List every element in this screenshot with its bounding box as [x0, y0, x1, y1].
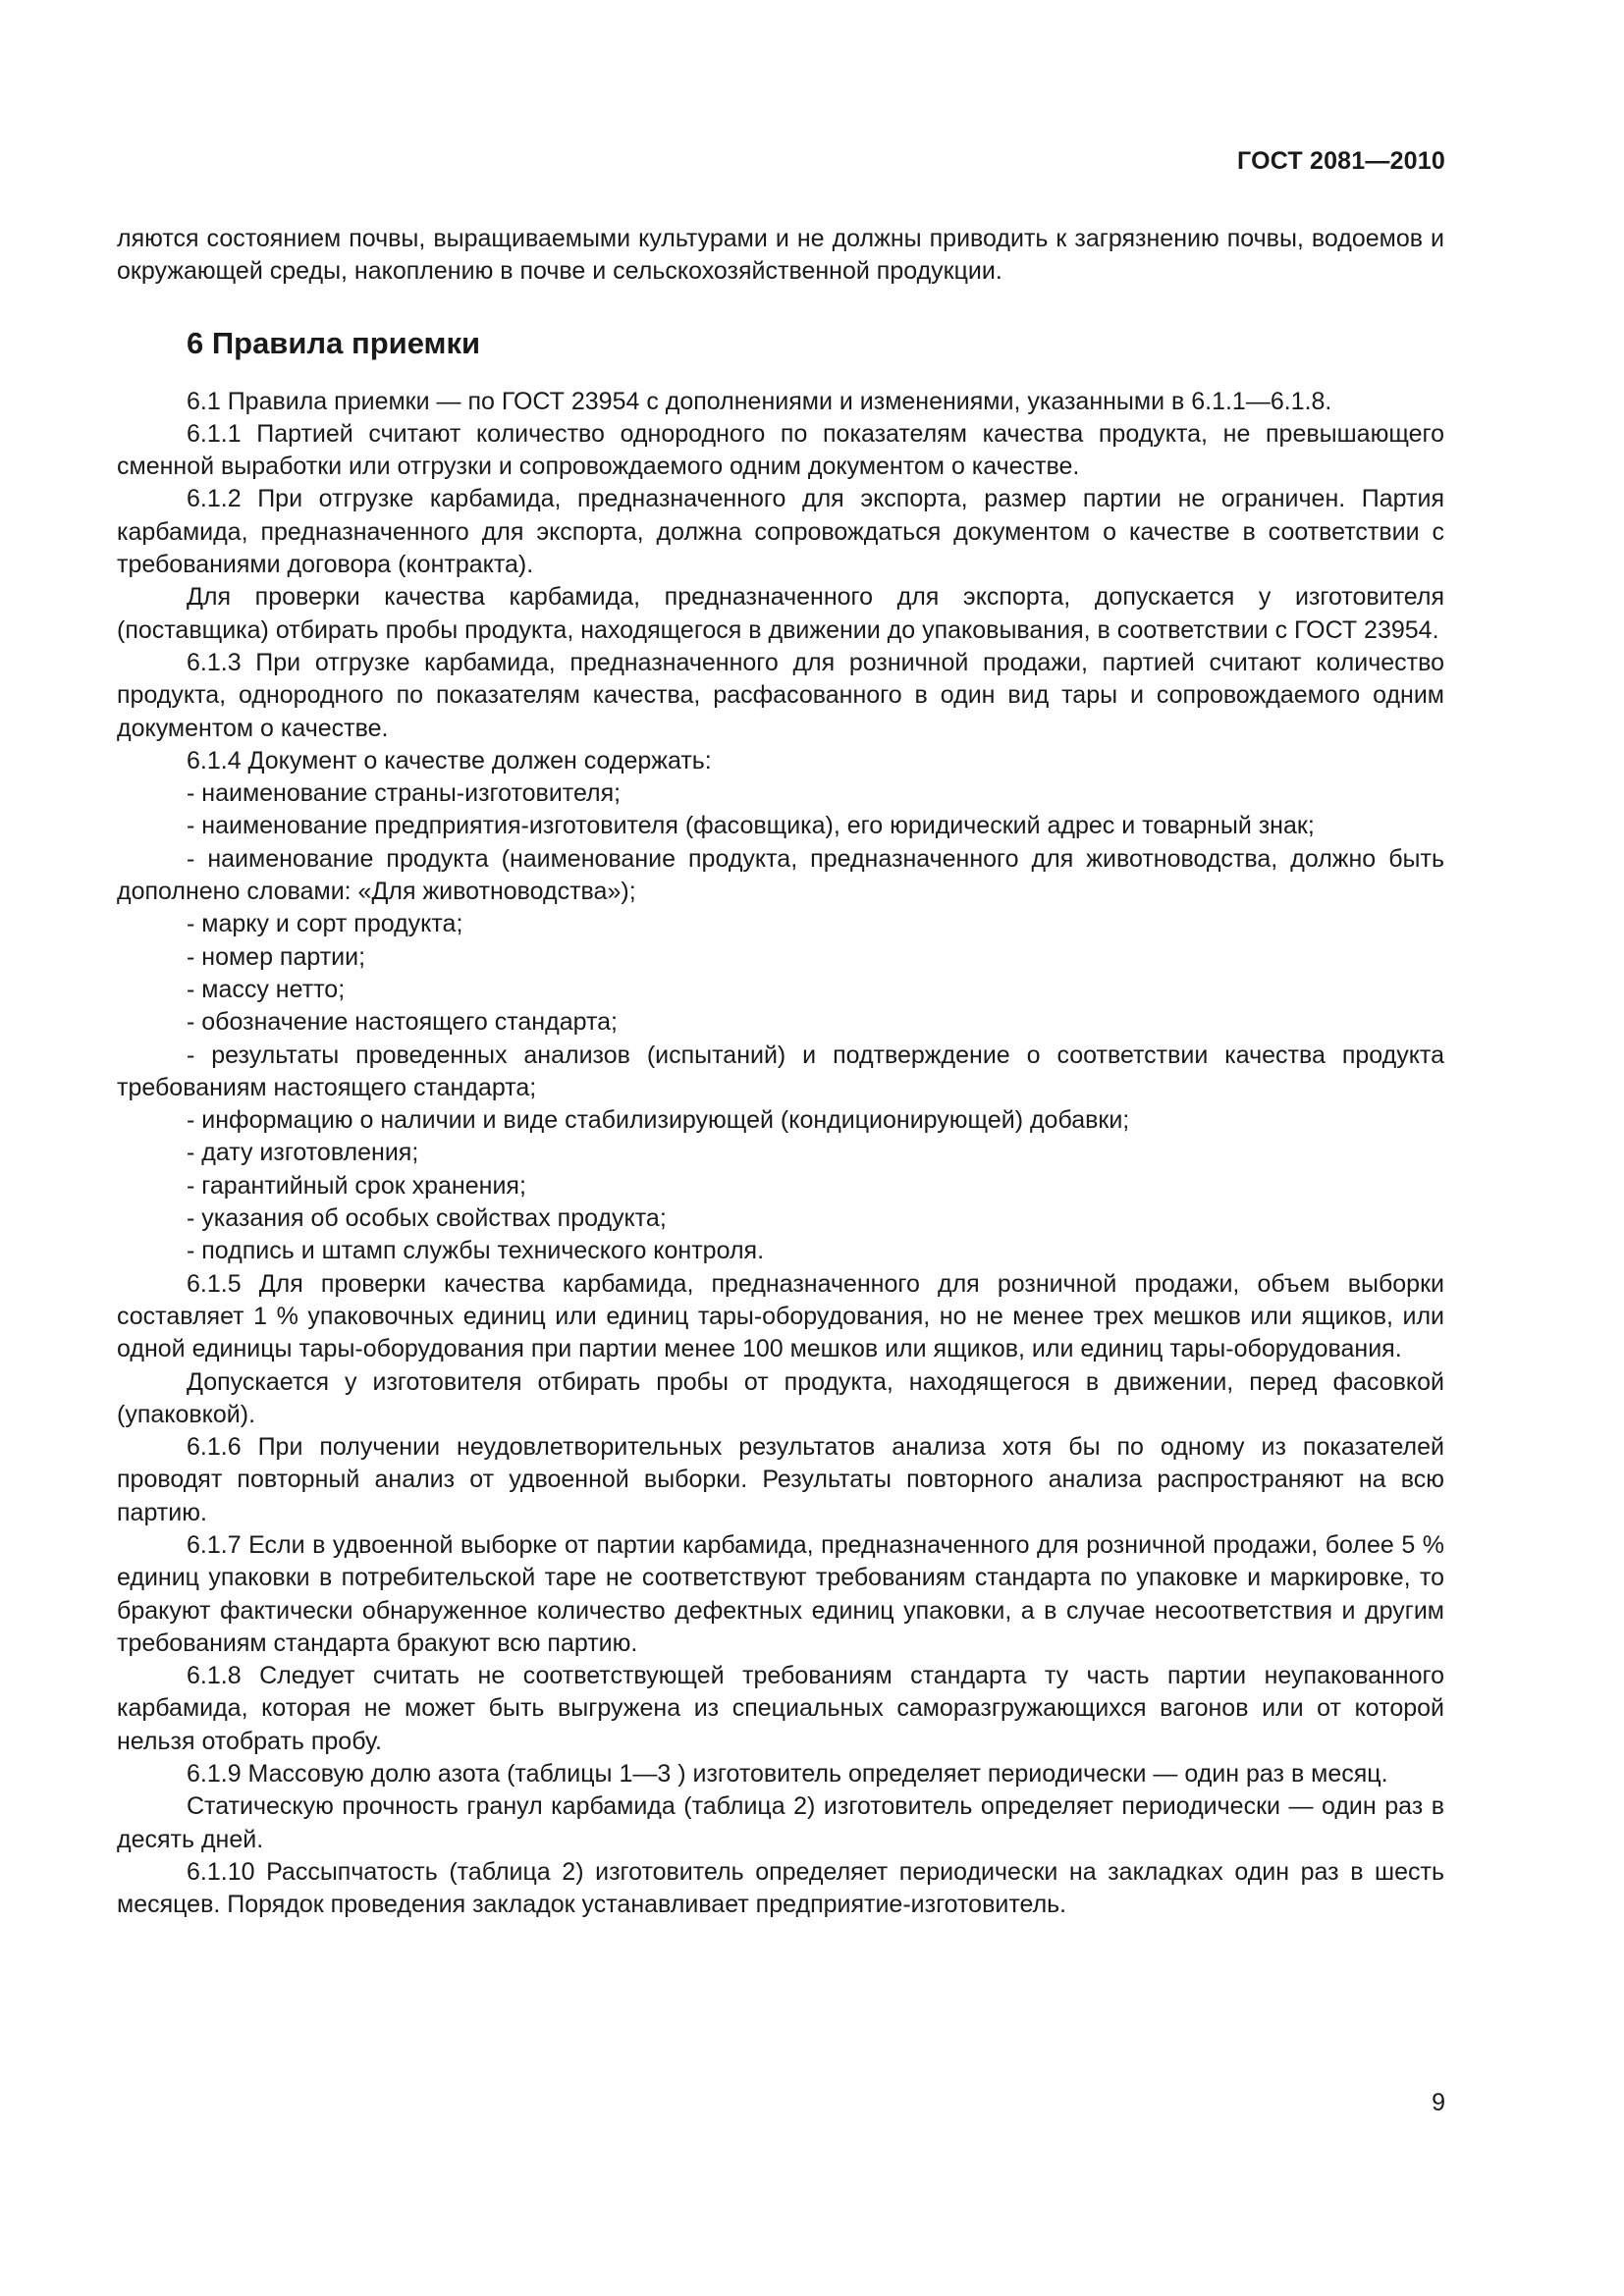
list-item-net-mass: - массу нетто; — [187, 975, 346, 1003]
continuation-paragraph: ляются состоянием почвы, выращиваемыми культурами и не должны приводить к загрязнению почвы, водоемов и окружающей среды, накоплению в почве и сельскохозяйственной продукции. — [117, 225, 1444, 286]
list-item-grade: - марку и сорт продукта; — [187, 910, 463, 938]
list-item-batch-number: - номер партии; — [187, 942, 366, 971]
document-code-header: ГОСТ 2081—2010 — [1237, 147, 1445, 175]
list-item-manufacturer: - наименование предприятия-изготовителя (фасовщика), его юридический адрес и товарный знак; — [187, 812, 1315, 840]
paragraph-6-1-10: 6.1.10 Рассыпчатость (таблица 2) изготовитель определяет периодически на закладках один раз в шесть месяцев. Порядок проведения закладок устанавливает предприятие-изготовитель. — [117, 1857, 1444, 1919]
paragraph-6-1-1: 6.1.1 Партией считают количество однородного по показателям качества продукта, не превышающего сменной выработки или отгрузки и сопровождаемого одним документом о качестве. — [117, 419, 1444, 481]
list-item-additive-info: - информацию о наличии и виде стабилизирующей (кондиционирующей) добавки; — [187, 1106, 1130, 1135]
paragraph-6-1-8: 6.1.8 Следует считать не соответствующей требованиям стандарта ту часть партии неупакованного карбамида, которая не может быть выгружена из специальных саморазгружающихся вагонов или от которой нельзя отобрать пробу. — [117, 1662, 1444, 1755]
paragraph-6-1-2-export-check: Для проверки качества карбамида, предназначенного для экспорта, допускается у изготовителя (поставщика) отбирать пробы продукта, находящегося в движении до упаковывания, в соответствии с ГОСТ 23954. — [117, 583, 1444, 644]
paragraph-6-1-9: 6.1.9 Массовую долю азота (таблицы 1—3 ) изготовитель определяет периодически — один раз в месяц. — [187, 1760, 1388, 1789]
list-item-analysis-results: - результаты проведенных анализов (испытаний) и подтверждение о соответствии качества продукта требованиям настоящего стандарта; — [117, 1041, 1444, 1101]
list-item-country: - наименование страны-изготовителя; — [187, 779, 622, 808]
page-number: 9 — [1432, 2089, 1445, 2116]
paragraph-6-1: 6.1 Правила приемки — по ГОСТ 23954 с дополнениями и изменениями, указанными в 6.1.1—6.1.8. — [187, 387, 1332, 415]
list-item-shelf-life: - гарантийный срок хранения; — [187, 1171, 526, 1200]
list-item-special-properties: - указания об особых свойствах продукта; — [187, 1204, 667, 1233]
list-item-signature-stamp: - подпись и штамп службы технического контроля. — [187, 1237, 765, 1265]
list-item-standard-designation: - обозначение настоящего стандарта; — [187, 1008, 618, 1037]
paragraph-6-1-5-sampling: Допускается у изготовителя отбирать пробы от продукта, находящегося в движении, перед фасовкой (упаковкой). — [117, 1367, 1444, 1428]
list-item-manufacture-date: - дату изготовления; — [187, 1139, 419, 1167]
paragraph-6-1-5: 6.1.5 Для проверки качества карбамида, предназначенного для розничной продажи, объем выборки составляет 1 % упаковочных единиц или единиц тары-оборудования, но не менее трех мешков или ящиков, или одной единицы тары-оборудования при партии менее 100 мешков или ящиков, или единиц тары-оборудования. — [117, 1269, 1444, 1363]
paragraph-6-1-7: 6.1.7 Если в удвоенной выборке от партии карбамида, предназначенного для розничной продажи, более 5 % единиц упаковки в потребительской таре не соответствуют требованиям стандарта по упаковке и маркировке, то бракуют фактически обнаруженное количество дефектных единиц упаковки, а в случае несоответствия и другим требованиям стандарта бракуют всю партию. — [117, 1530, 1444, 1657]
paragraph-6-1-4: 6.1.4 Документ о качестве должен содержать: — [187, 746, 712, 774]
paragraph-6-1-6: 6.1.6 При получении неудовлетворительных результатов анализа хотя бы по одному из показателей проводят повторный анализ от удвоенной выборки. Результаты повторного анализа распространяют на всю партию. — [117, 1433, 1444, 1526]
paragraph-6-1-2: 6.1.2 При отгрузке карбамида, предназначенного для экспорта, размер партии не ограничен. Партия карбамида, предназначенного для экспорта, должна сопровождаться документом о качестве в соответствии с требованиями договора (контракта). — [117, 485, 1444, 579]
list-item-product-name: - наименование продукта (наименование продукта, предназначенного для животноводства, должно быть дополнено словами: «Для животноводства»); — [117, 844, 1444, 906]
section-title: 6 Правила приемки — [187, 325, 481, 360]
paragraph-6-1-3: 6.1.3 При отгрузке карбамида, предназначенного для розничной продажи, партией считают количество продукта, однородного по показателям качества, расфасованного в один вид тары и сопровождаемого одним документом о качестве. — [117, 648, 1444, 742]
document-body — [117, 223, 1444, 1922]
paragraph-6-1-9-strength: Статическую прочность гранул карбамида (таблица 2) изготовитель определяет периодически — один раз в десять дней. — [117, 1792, 1444, 1853]
